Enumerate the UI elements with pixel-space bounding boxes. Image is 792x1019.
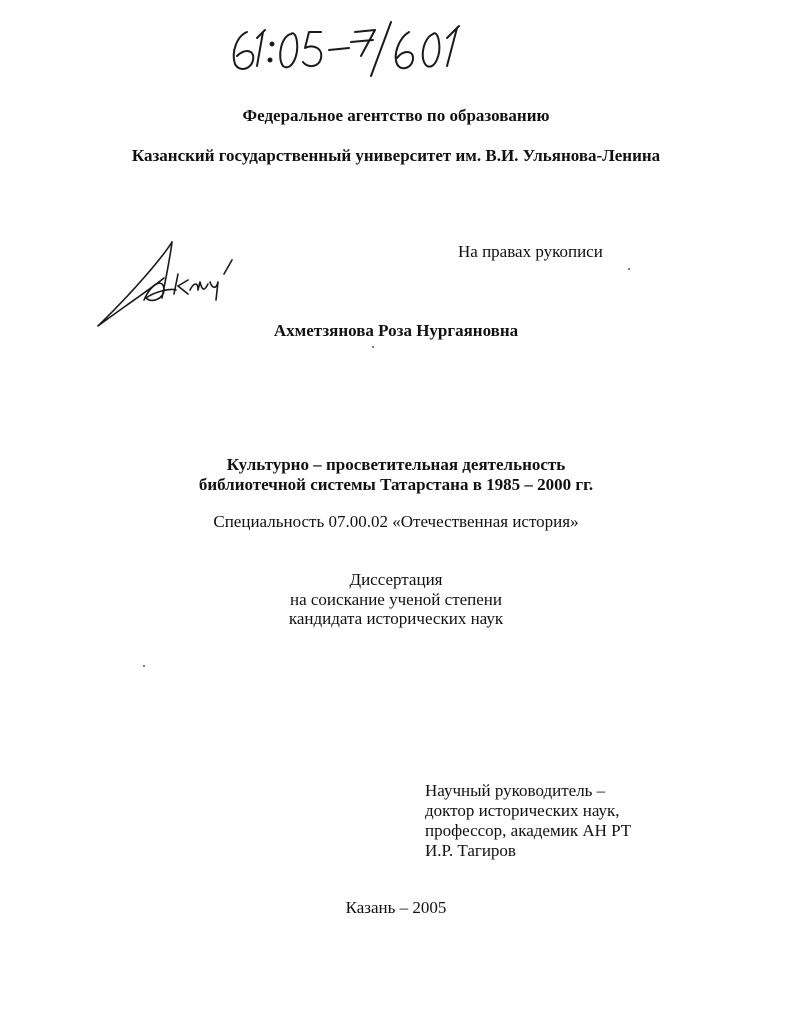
specialty: Специальность 07.00.02 «Отечественная история» <box>213 512 579 531</box>
author-signature <box>92 238 242 333</box>
dissertation-line-1: Диссертация <box>349 570 443 589</box>
place-and-year: Казань – 2005 <box>345 898 447 917</box>
supervisor-line-1: Научный руководитель – <box>425 781 606 800</box>
scan-speck <box>628 268 630 270</box>
handwritten-archive-code <box>225 10 485 80</box>
scan-speck <box>372 346 374 348</box>
supervisor-line-4: И.Р. Тагиров <box>425 841 516 860</box>
university-name: Казанский государственный университет им. В.И. Ульянова-Ленина <box>131 146 661 165</box>
author-name: Ахметзянова Роза Нургаяновна <box>273 321 519 340</box>
supervisor-line-3: профессор, академик АН РТ <box>425 821 632 840</box>
title-line-2: библиотечной системы Татарстана в 1985 – 2000 гг. <box>198 475 594 494</box>
agency-name: Федеральное агентство по образованию <box>242 106 550 125</box>
dissertation-line-3: кандидата исторических наук <box>288 609 504 628</box>
supervisor-line-2: доктор исторических наук, <box>425 801 620 820</box>
manuscript-note: На правах рукописи <box>458 242 603 261</box>
scan-speck <box>143 665 145 667</box>
dissertation-line-2: на соискание ученой степени <box>289 590 503 609</box>
title-line-1: Культурно – просветительная деятельность <box>226 455 566 474</box>
